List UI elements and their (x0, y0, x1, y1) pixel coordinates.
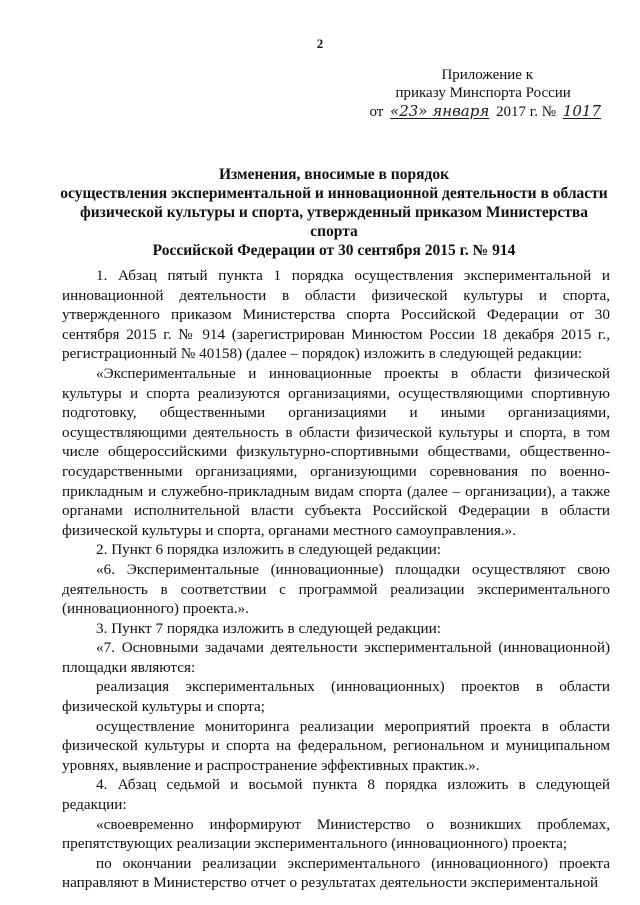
paragraph-3: 2. Пункт 6 порядка изложить в следующей редакции: (96, 541, 441, 559)
title-line2: осуществления экспериментальной и инновационной деятельности в области (60, 185, 608, 202)
paragraph-7: реализация экспериментальных (инновационных) проектов в области физической культуры и спорта; (62, 678, 610, 716)
paragraph-2: «Экспериментальные и инновационные проекты в области физической культуры и спорта реализуются организациями, осуществляющими спортивную подготовку, общественными организациями и иными организациями, осуществляющими деятельность в области физической культуры и спорта, в том числе общероссийскими физкультурно-спортивными обществами, общественно-государственными организациями, организующими соревнования по военно-прикладным и служебно-прикладным видам спорта (далее – организации), а также органами исполнительной власти субъекта Российской Федерации в области физической культуры и спорта, органами местного самоуправления.». (62, 364, 610, 539)
number-label: № (541, 104, 557, 120)
paragraph-5: 3. Пункт 7 порядка изложить в следующей редакции: (96, 619, 441, 637)
paragraph-10: «своевременно информируют Министерство о возникших проблемах, препятствующих реализации экспериментального (инновационного) проекта; (62, 815, 610, 853)
handwritten-number: 1017 (562, 102, 601, 120)
title-line4: Российской Федерации от 30 сентября 2015 г. № 914 (152, 242, 516, 259)
paragraph-9: 4. Абзац седьмой и восьмой пункта 8 порядка изложить в следующей редакции: (62, 776, 610, 814)
page-number: 2 (316, 36, 324, 51)
date-year: 2017 г. (496, 104, 538, 120)
document-body (62, 266, 610, 893)
appendix-header (369, 66, 604, 121)
appendix-line2: приказу Минспорта России (395, 85, 571, 101)
paragraph-6: «7. Основными задачами деятельности экспериментальной (инновационной) площадки являются: (62, 639, 610, 676)
appendix-date-line (369, 102, 604, 121)
paragraph-4: «6. Экспериментальные (инновационные) площадки осуществляют свою деятельность в соответствии с программой реализации экспериментального (инновационного) проекта.». (62, 560, 610, 618)
title-line3: физической культуры и спорта, утвержденный приказом Министерства спорта (80, 204, 588, 240)
paragraph-1: 1. Абзац пятый пункта 1 порядка осуществления экспериментальной и инновационной деятельности в области физической культуры и спорта, утвержденного приказом Министерства спорта Российской Федерации от 30 сентября 2015 г. № 914 (зарегистрирован Минюстом России 18 декабря 2015 г., регистрационный № 40158) (далее – порядок) изложить в следующей редакции: (62, 267, 610, 363)
handwritten-date: «23» января (390, 102, 490, 120)
paragraph-11: по окончании реализации экспериментального (инновационного) проекта направляют в Министерство отчет о результатах деятельности экспериментальной (62, 854, 610, 892)
document-title (56, 165, 612, 260)
from-label: от (369, 104, 384, 120)
appendix-line1: Приложение к (441, 67, 533, 83)
paragraph-8: осуществление мониторинга реализации мероприятий проекта в области физической культуры и спорта на федеральном, региональном и муниципальном уровнях, выявление и распространение эффективных практик.». (62, 717, 610, 774)
title-line1: Изменения, вносимые в порядок (218, 166, 450, 183)
